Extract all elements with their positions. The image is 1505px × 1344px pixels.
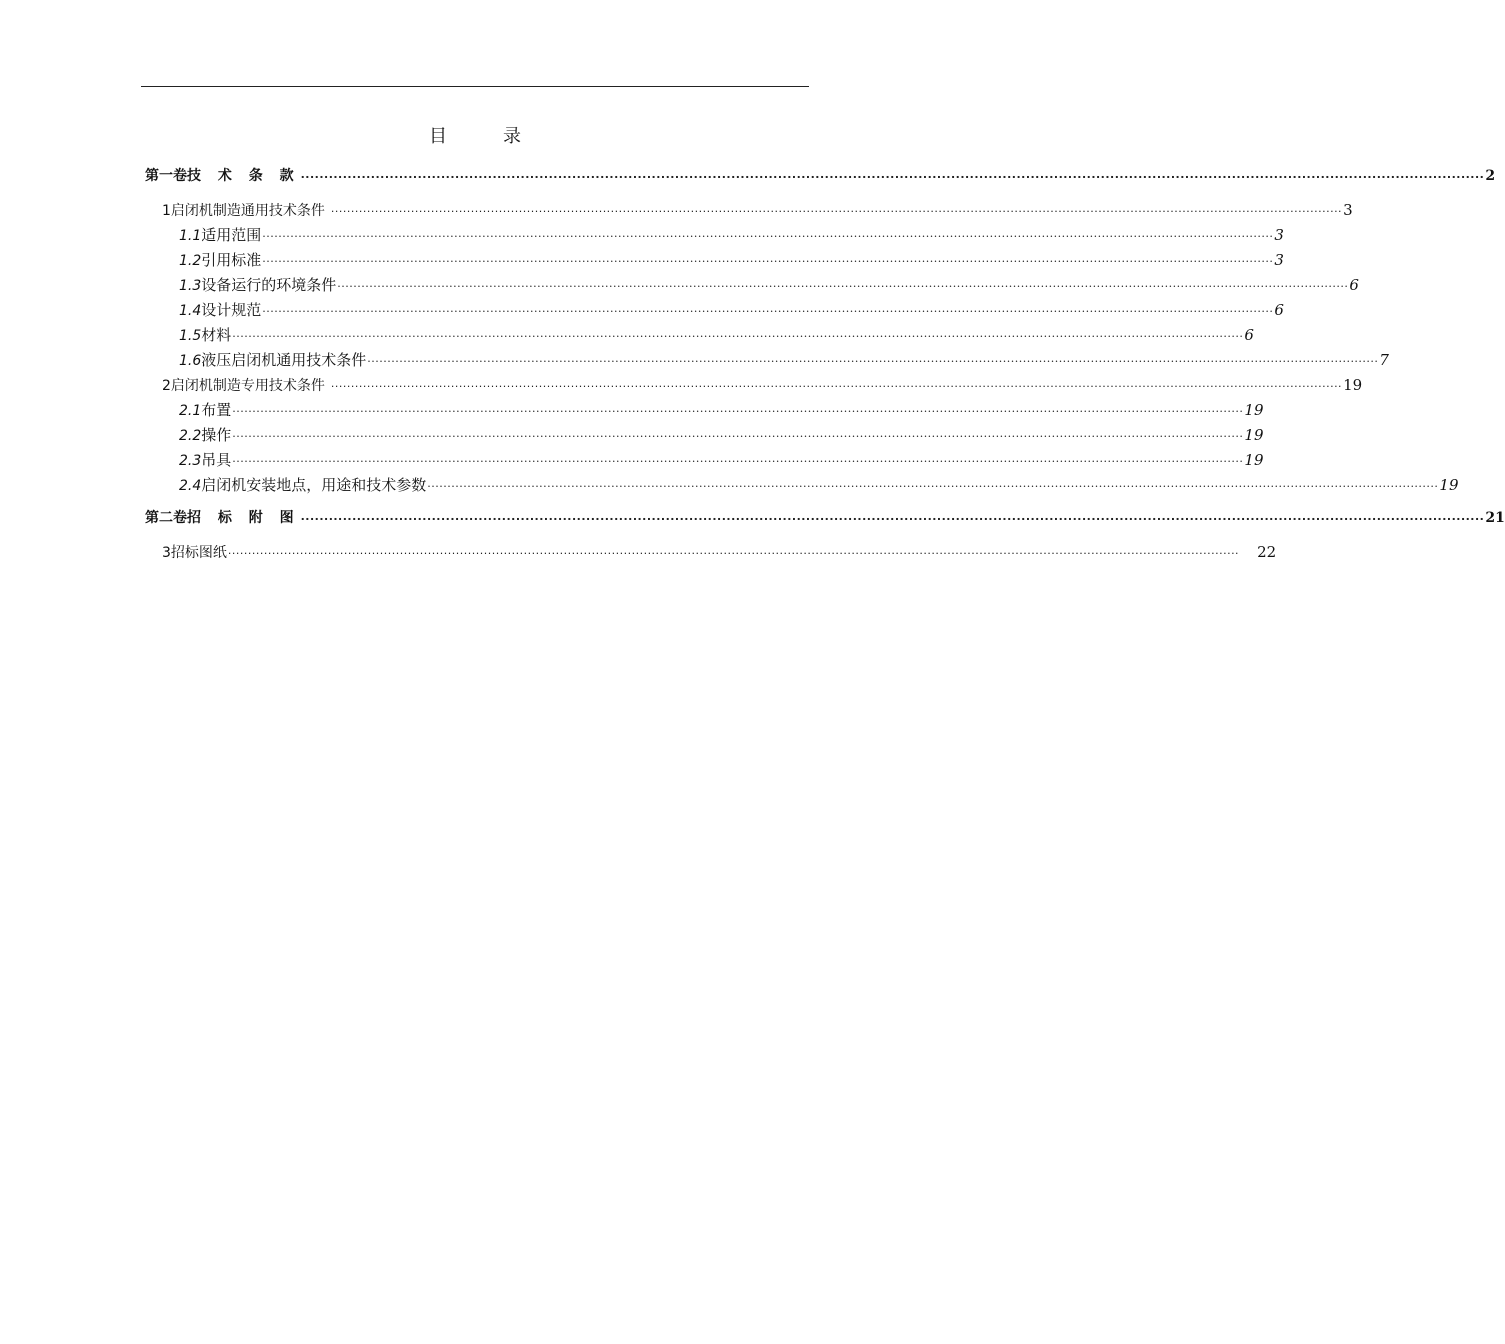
- section-number: 2.3: [179, 453, 202, 469]
- section-number: 1.4: [179, 303, 202, 319]
- section-number: 1.5: [179, 328, 202, 344]
- toc-entry-volume-2[interactable]: [145, 508, 1505, 528]
- section-number: 2.1: [179, 403, 202, 419]
- toc-title-char-2: 录: [503, 126, 521, 147]
- toc-entry-section[interactable]: [179, 350, 1389, 370]
- toc-entry-chapter-1[interactable]: [162, 200, 1353, 220]
- section-number: 1.3: [179, 278, 202, 294]
- toc-entry-chapter-2[interactable]: [162, 375, 1363, 395]
- toc-entry-label: 材料: [201, 326, 232, 344]
- page-number: 22: [1257, 543, 1277, 561]
- toc-entry-volume-1[interactable]: [145, 166, 1496, 186]
- page-number: 6: [1349, 276, 1359, 294]
- toc-entry-label: 技 术 条 款: [187, 168, 300, 184]
- toc-entry-label: 引用标准: [201, 251, 262, 269]
- toc-entry-section[interactable]: [179, 300, 1284, 320]
- page-number: 3: [1274, 226, 1284, 244]
- volume-prefix: 第一卷: [145, 168, 187, 184]
- dot-leader: .............................................................................................................................................................................................................................................................: [300, 510, 1485, 523]
- toc-entry-label: 操作: [201, 426, 232, 444]
- page-number: 7: [1379, 351, 1389, 369]
- page-number: 19: [1439, 476, 1459, 494]
- toc-entry-label: 启闭机安装地点，用途和技术参数: [201, 476, 427, 494]
- toc-entry-section[interactable]: [179, 450, 1264, 470]
- toc-entry-chapter-3[interactable]: [162, 542, 1277, 562]
- toc-entry-label: 设计规范: [201, 301, 262, 319]
- dot-leader: .............................................................................................................................................................................................................................................................: [337, 277, 1349, 290]
- toc-entry-label: 招标图纸: [170, 545, 227, 561]
- chapter-number: 1: [162, 203, 171, 219]
- toc-entry-section[interactable]: [179, 250, 1284, 270]
- dot-leader: .............................................................................................................................................................................................................................................................: [227, 544, 1240, 557]
- section-number: 2.2: [179, 428, 202, 444]
- toc-entry-section[interactable]: [179, 325, 1254, 345]
- toc-entry-label: 启闭机制造专用技术条件: [170, 378, 325, 394]
- dot-leader: .............................................................................................................................................................................................................................................................: [232, 427, 1244, 440]
- toc-entry-label: 适用范围: [201, 226, 262, 244]
- toc-entry-section[interactable]: [179, 425, 1264, 445]
- toc-entry-label: 吊具: [201, 451, 232, 469]
- toc-entry-label: 设备运行的环境条件: [201, 276, 337, 294]
- dot-leader: .............................................................................................................................................................................................................................................................: [232, 327, 1244, 340]
- page-number: 19: [1244, 451, 1264, 469]
- chapter-number: 3: [162, 545, 171, 561]
- dot-leader: .............................................................................................................................................................................................................................................................: [330, 202, 1343, 215]
- toc-title-char-1: 目: [429, 126, 447, 147]
- page-number: 19: [1244, 426, 1264, 444]
- dot-leader: .............................................................................................................................................................................................................................................................: [232, 452, 1244, 465]
- page-number: 3: [1274, 251, 1284, 269]
- page-number: 21: [1485, 510, 1505, 526]
- volume-prefix: 第二卷: [145, 510, 187, 526]
- dot-leader: .............................................................................................................................................................................................................................................................: [262, 302, 1274, 315]
- toc-entry-section[interactable]: [179, 225, 1284, 245]
- chapter-number: 2: [162, 378, 171, 394]
- dot-leader: .............................................................................................................................................................................................................................................................: [427, 477, 1439, 490]
- toc-entry-label: 布置: [201, 401, 232, 419]
- toc-entry-section[interactable]: [179, 275, 1359, 295]
- dot-leader: .............................................................................................................................................................................................................................................................: [232, 402, 1244, 415]
- dot-leader: .............................................................................................................................................................................................................................................................: [300, 168, 1485, 181]
- page-number: 19: [1343, 376, 1363, 394]
- page-number: 3: [1343, 201, 1353, 219]
- toc-entry-label: 液压启闭机通用技术条件: [201, 351, 367, 369]
- dot-leader: .............................................................................................................................................................................................................................................................: [330, 377, 1343, 390]
- dot-leader: .............................................................................................................................................................................................................................................................: [367, 352, 1379, 365]
- toc-entry-section[interactable]: [179, 475, 1459, 495]
- section-number: 1.6: [179, 353, 202, 369]
- page-number: 6: [1244, 326, 1254, 344]
- dot-leader: .............................................................................................................................................................................................................................................................: [262, 227, 1274, 240]
- section-number: 1.2: [179, 253, 202, 269]
- toc-entry-section[interactable]: [179, 400, 1264, 420]
- toc-entry-label: 启闭机制造通用技术条件: [170, 203, 325, 219]
- page-number: 19: [1244, 401, 1264, 419]
- section-number: 2.4: [179, 478, 202, 494]
- page-number: 2: [1485, 168, 1496, 184]
- page-number: 6: [1274, 301, 1284, 319]
- dot-leader: .............................................................................................................................................................................................................................................................: [262, 252, 1274, 265]
- section-number: 1.1: [179, 228, 202, 244]
- toc-entry-label: 招 标 附 图: [187, 510, 300, 526]
